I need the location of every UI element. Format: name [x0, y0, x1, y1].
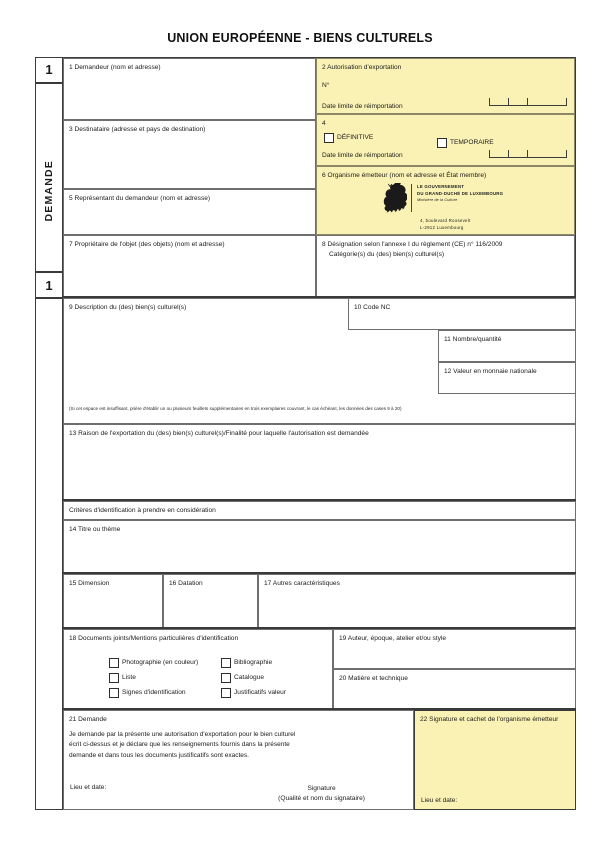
- left-strip: [35, 57, 63, 810]
- box-7-label: 7 Propriétaire de l'objet (des objets) (nom et adresse): [69, 241, 225, 248]
- checkbox-icon-signes[interactable]: [109, 688, 119, 698]
- issuing-authority-address: [420, 217, 470, 232]
- logo-line-1: LE GOUVERNEMENT: [417, 184, 465, 189]
- box-10-nc-code[interactable]: [348, 298, 576, 330]
- criteria-row: [63, 501, 576, 520]
- strip-vertical-text: DEMANDE: [43, 159, 55, 222]
- checkbox-icon-temporaire[interactable]: [437, 138, 447, 148]
- checkbox-icon-bibliographie[interactable]: [221, 658, 231, 668]
- box-21-signature-sub-label: (Qualité et nom du signataire): [278, 795, 365, 803]
- checkbox-icon-justificatifs[interactable]: [221, 688, 231, 698]
- box-14-title-theme[interactable]: [63, 520, 576, 573]
- strip-vertical-label: [35, 83, 63, 298]
- box-16-dating[interactable]: [163, 574, 258, 628]
- box-21-body-line-1: Je demande par la présente une autorisation d'exportation pour le bien culturel: [69, 730, 296, 738]
- box-18-option-catalogue[interactable]: [221, 673, 286, 683]
- box-5-label: 5 Représentant du demandeur (nom et adresse): [69, 195, 211, 202]
- box-18-option-label-3: Bibliographie: [234, 658, 273, 666]
- logo-line-3: Ministère de la Culture: [417, 198, 458, 203]
- address-line-2: L-2912 Luxembourg: [420, 225, 464, 231]
- luxembourg-government-logo: [379, 183, 503, 213]
- box-20-material-technique[interactable]: [333, 669, 576, 709]
- box-5-representative[interactable]: [63, 189, 316, 235]
- box-18-option-bibliographie[interactable]: [221, 658, 286, 668]
- box-8-label: 8 Désignation selon l'annexe I du règlement (CE) n° 116/2009: [322, 241, 503, 248]
- box-2-export-authorisation[interactable]: [316, 58, 575, 114]
- box-2-label: 2 Autorisation d'exportation: [322, 64, 402, 71]
- strip-sep-2: [35, 271, 63, 273]
- box-22-place-date-label[interactable]: Lieu et date:: [421, 797, 458, 804]
- box-6-issuing-authority[interactable]: [316, 166, 575, 235]
- box-3-consignee[interactable]: [63, 120, 316, 189]
- box-4-label: 4: [322, 120, 326, 127]
- strip-sep-1: [35, 82, 63, 84]
- box-21-signature-block[interactable]: [278, 784, 365, 804]
- box-4-type[interactable]: [316, 114, 575, 166]
- box-16-label: 16 Datation: [169, 580, 203, 587]
- box-21-footer: [70, 784, 407, 804]
- box-4-definitive-label: DÉFINITIVE: [337, 133, 374, 141]
- strip-sep-3: [35, 297, 63, 299]
- box-1-label: 1 Demandeur (nom et adresse): [69, 64, 161, 71]
- box-21-label: 21 Demande: [69, 716, 107, 723]
- box-2-date-label: Date limite de réimportation: [322, 103, 403, 111]
- box-21-body-line-2: écrit ci-dessus et je déclare que les renseignements fournis dans la présente: [69, 741, 290, 749]
- box-2-number-label: N°: [322, 81, 330, 89]
- strip-number-bottom: 1: [35, 272, 63, 298]
- checkbox-icon-photographie[interactable]: [109, 658, 119, 668]
- box-11-label: 11 Nombre/quantité: [444, 336, 502, 343]
- box-12-label: 12 Valeur en monnaie nationale: [444, 368, 537, 375]
- box-21-declaration-text: [69, 730, 408, 762]
- box-9-label: 9 Description du (des) bien(s) culturel(s): [69, 304, 187, 311]
- box-17-other-characteristics[interactable]: [258, 574, 576, 628]
- box-19-label: 19 Auteur, époque, atelier et/ou style: [339, 635, 447, 642]
- box-4-option-temporaire[interactable]: [437, 138, 494, 148]
- box-8-label-line2: Catégorie(s) du (des) bien(s) culturel(s): [329, 250, 445, 258]
- criteria-label: Critères d'identification à prendre en considération: [69, 507, 216, 514]
- checkbox-icon-definitive[interactable]: [324, 133, 334, 143]
- box-4-date-field[interactable]: [489, 149, 567, 158]
- box-18-option-liste[interactable]: [109, 673, 198, 683]
- box-19-author-period[interactable]: [333, 629, 576, 669]
- box-12-value[interactable]: [438, 362, 576, 394]
- checkbox-icon-liste[interactable]: [109, 673, 119, 683]
- box-21-body-line-3: demande et dans tous les documents justificatifs sont exactes.: [69, 751, 249, 759]
- box-18-option-signes[interactable]: [109, 688, 198, 698]
- box-18-option-label-5: Justificatifs valeur: [234, 688, 287, 696]
- box-18-option-label-2: Signes d'identification: [122, 688, 186, 696]
- box-21-signature-label: Signature: [307, 785, 336, 793]
- box-21-application[interactable]: [63, 710, 414, 810]
- box-22-label: 22 Signature et cachet de l'organisme émetteur: [420, 716, 559, 723]
- box-13-label: 13 Raison de l'exportation du (des) bien(s) culturel(s)/Finalité pour laquelle l'autorisation est demandée: [69, 430, 369, 437]
- box-4-option-definitive[interactable]: [324, 133, 373, 143]
- overflow-note-text: (Si cet espace est insuffisant, prière d'établir un ou plusieurs feuillets supplémentaires en trois exemplaires couvrant, le cas échéant, les données des cases 9 à 20): [69, 406, 402, 411]
- box-18-option-label-0: Photographie (en couleur): [122, 658, 199, 666]
- box-18-options-column-left: [109, 658, 198, 698]
- box-10-label: 10 Code NC: [354, 304, 391, 311]
- box-18-label: 18 Documents joints/Mentions particulières d'identification: [69, 635, 239, 642]
- box-18-attached-documents[interactable]: [63, 629, 333, 709]
- box-1-applicant[interactable]: [63, 58, 316, 120]
- box-13-reason[interactable]: [63, 424, 576, 500]
- box-20-label: 20 Matière et technique: [339, 675, 408, 682]
- box-18-option-label-4: Catalogue: [234, 673, 265, 681]
- box-17-label: 17 Autres caractéristiques: [264, 580, 340, 587]
- address-line-1: 4, boulevard Roosevelt: [420, 218, 471, 223]
- lion-rampant-icon: [379, 183, 407, 213]
- box-22-signature-stamp[interactable]: [414, 710, 576, 810]
- box-15-dimension[interactable]: [63, 574, 163, 628]
- box-11-quantity[interactable]: [438, 330, 576, 362]
- page-title: UNION EUROPÉENNE - BIENS CULTURELS: [167, 31, 433, 45]
- box-18-option-justificatifs[interactable]: [221, 688, 286, 698]
- box-3-label: 3 Destinataire (adresse et pays de destination): [69, 126, 206, 133]
- box-18-option-label-1: Liste: [122, 673, 136, 681]
- overflow-note: [63, 406, 576, 424]
- box-7-owner[interactable]: [63, 235, 316, 297]
- checkbox-icon-catalogue[interactable]: [221, 673, 231, 683]
- box-21-place-date-label[interactable]: Lieu et date:: [70, 784, 107, 792]
- strip-number-top: 1: [35, 57, 63, 83]
- box-14-label: 14 Titre ou thème: [69, 526, 121, 533]
- box-18-options-column-right: [221, 658, 286, 698]
- logo-line-2: DU GRAND-DUCHÉ DE LUXEMBOURG: [417, 191, 504, 197]
- box-8-designation[interactable]: [316, 235, 575, 297]
- box-18-option-photographie[interactable]: [109, 658, 198, 668]
- box-4-temporaire-label: TEMPORAIRE: [450, 138, 494, 146]
- box-4-date-label: Date limite de réimportation: [322, 152, 403, 159]
- box-6-label: 6 Organisme émetteur (nom et adresse et État membre): [322, 172, 487, 179]
- box-2-date-field[interactable]: [489, 97, 567, 106]
- box-15-label: 15 Dimension: [69, 580, 110, 587]
